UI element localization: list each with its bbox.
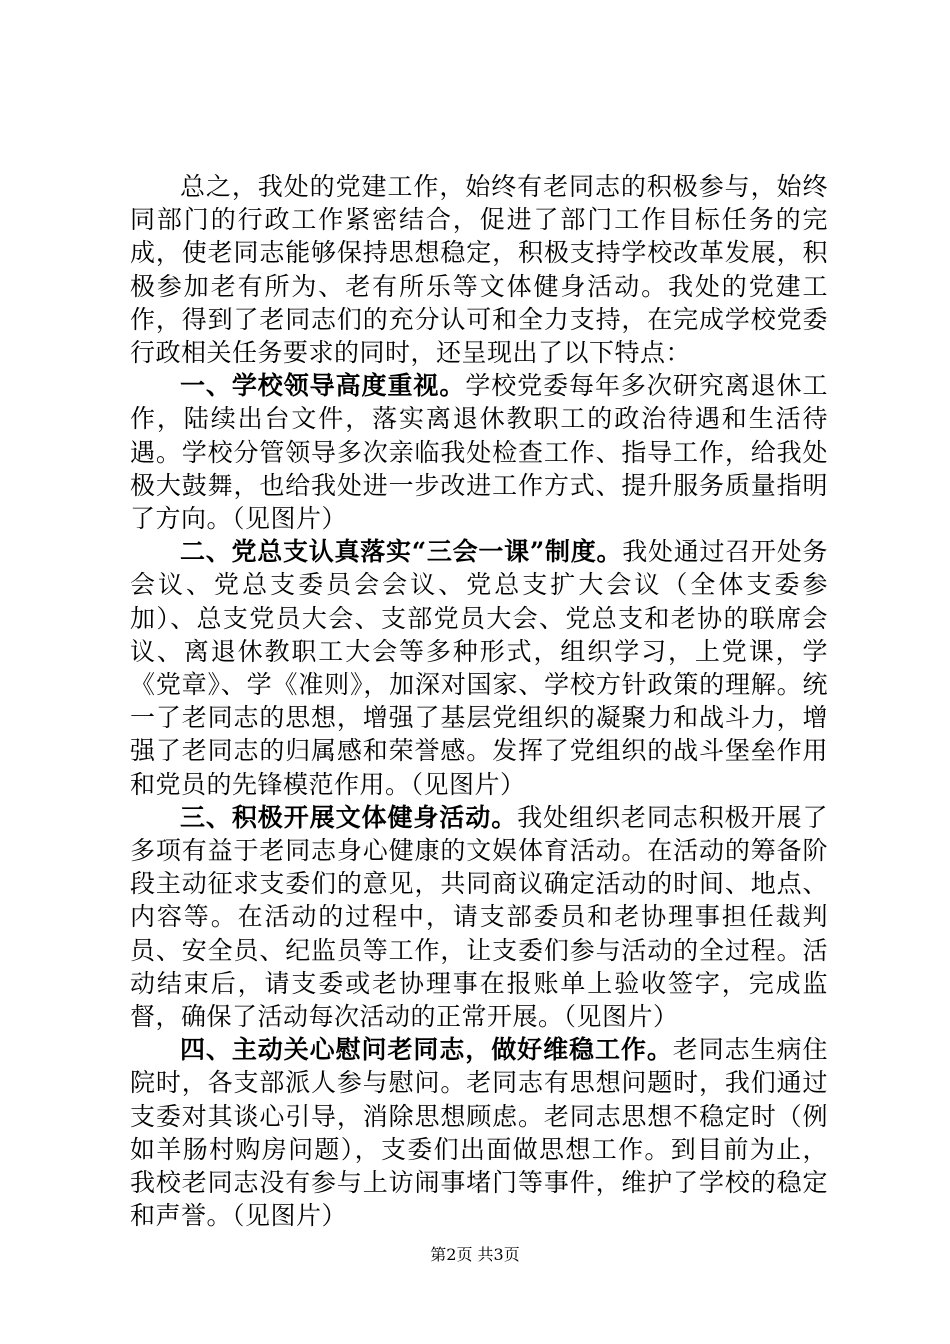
paragraph-point-2 <box>130 535 828 801</box>
paragraph-point-4 <box>130 1033 828 1232</box>
paragraph-text: 总之，我处的党建工作，始终有老同志的积极参与，始终同部门的行政工作紧密结合，促进了部门工作目标任务的完成，使老同志能够保持思想稳定，积极支持学校改革发展，积极参加老有所为、老有所乐等文体健身活动。我处的党建工作，得到了老同志们的充分认可和全力支持，在完成学校党委行政相关任务要求的同时，还呈现出了以下特点： <box>130 172 828 368</box>
document-body <box>130 170 828 1233</box>
paragraph-heading: 三、积极开展文体健身活动。 <box>180 802 518 832</box>
paragraph-heading: 一、学校领导高度重视。 <box>180 371 466 401</box>
paragraph-point-3 <box>130 801 828 1033</box>
page-number-footer: 第2页 共3页 <box>430 1245 520 1264</box>
paragraph-heading: 四、主动关心慰问老同志，做好维稳工作。 <box>180 1035 673 1065</box>
paragraph-text: 我处通过召开处务会议、党总支委员会会议、党总支扩大会议（全体支委参加）、总支党员大会、支部党员大会、党总支和老协的联席会议、离退休教职工大会等多种形式，组织学习，上党课，学《党章》、学《准则》，加深对国家、学校方针政策的理解。统一了老同志的思想，增强了基层党组织的凝聚力和战斗力，增强了老同志的归属感和荣誉感。发挥了党组织的战斗堡垒作用和党员的先锋模范作用。（见图片） <box>130 537 828 799</box>
paragraph-summary <box>130 170 828 369</box>
paragraph-text: 我处组织老同志积极开展了多项有益于老同志身心健康的文娱体育活动。在活动的筹备阶段主动征求支委们的意见，共同商议确定活动的时间、地点、内容等。在活动的过程中，请支部委员和老协理事担任裁判员、安全员、纪监员等工作，让支委们参与活动的全过程。活动结束后，请支委或老协理事在报账单上验收签字，完成监督，确保了活动每次活动的正常开展。（见图片） <box>130 802 828 1032</box>
paragraph-heading: 二、党总支认真落实“三会一课”制度。 <box>180 537 623 567</box>
paragraph-text: 学校党委每年多次研究离退休工作，陆续出台文件，落实离退休教职工的政治待遇和生活待遇。学校分管领导多次亲临我处检查工作、指导工作，给我处极大鼓舞，也给我处进一步改进工作方式、提升服务质量指明了方向。（见图片） <box>130 371 828 534</box>
paragraph-point-1 <box>130 369 828 535</box>
paragraph-text: 老同志生病住院时，各支部派人参与慰问。老同志有思想问题时，我们通过支委对其谈心引导，消除思想顾虑。老同志思想不稳定时（例如羊肠村购房问题），支委们出面做思想工作。到目前为止，我校老同志没有参与上访闹事堵门等事件，维护了学校的稳定和声誉。（见图片） <box>130 1035 828 1231</box>
